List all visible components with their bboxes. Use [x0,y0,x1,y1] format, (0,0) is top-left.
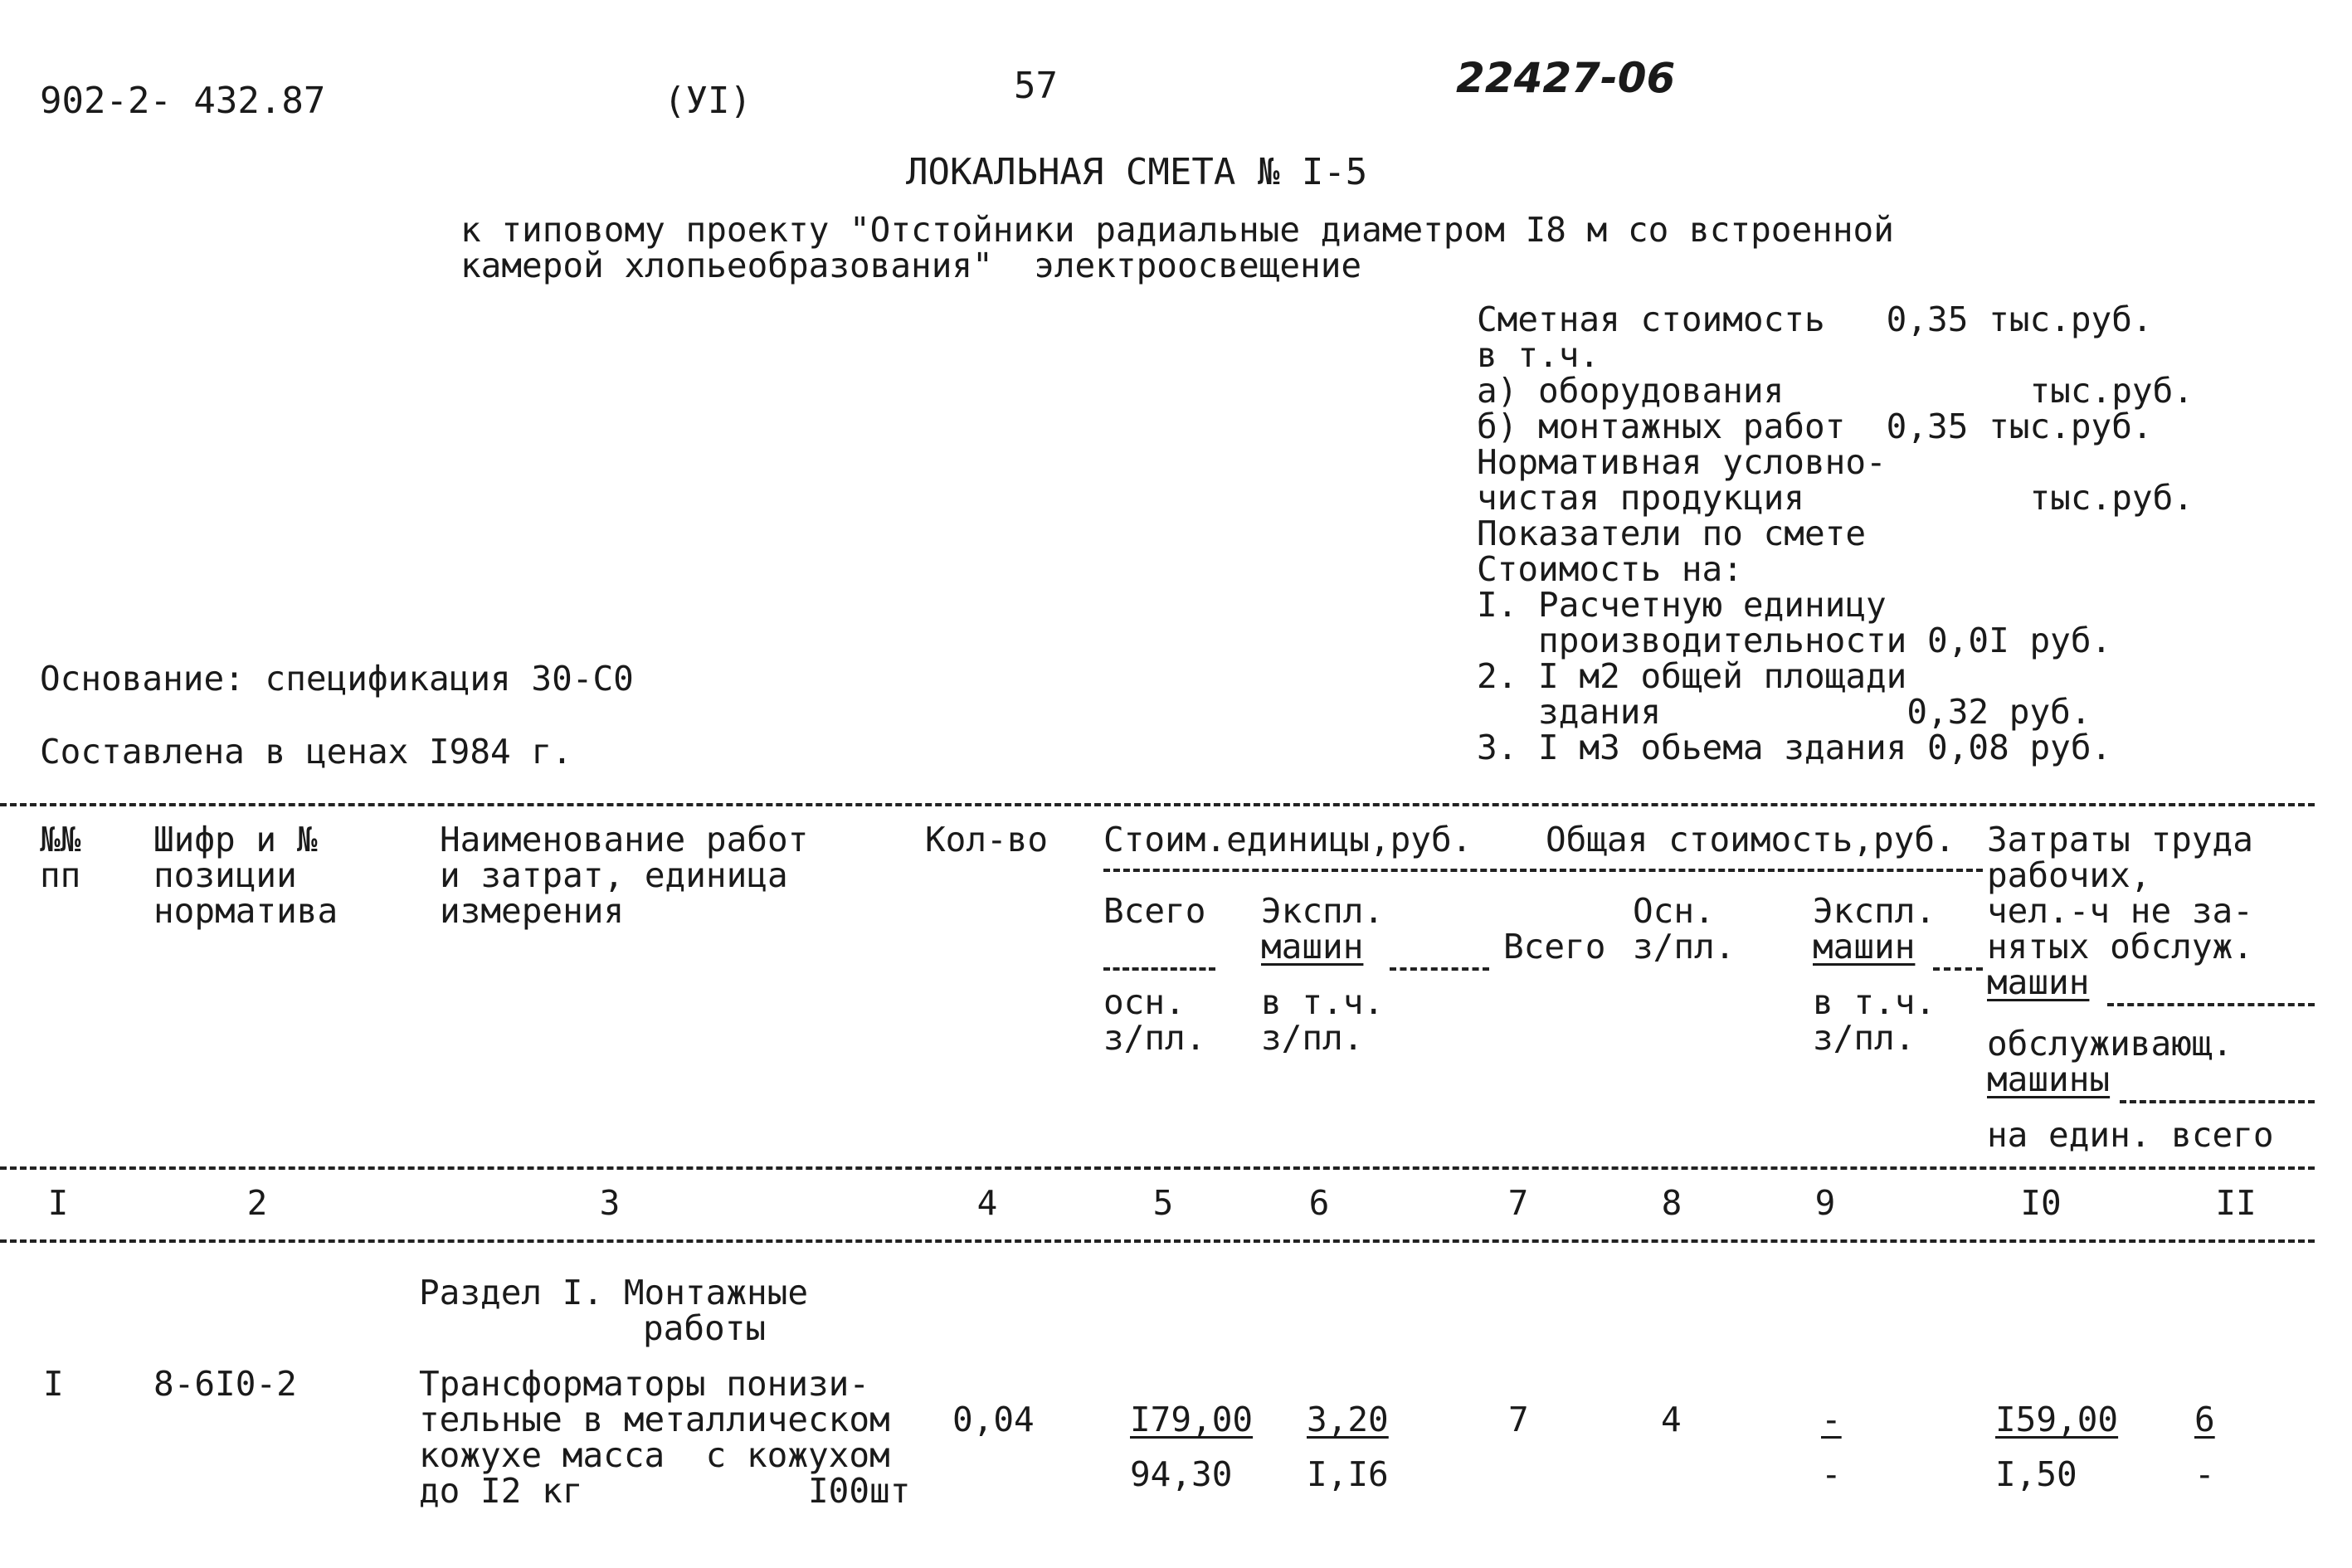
header-col6-mashin: машин [1261,927,1364,967]
header-code-1: Шифр и № [153,820,318,859]
row-code: 8-6I0-2 [153,1364,297,1404]
column-number-rule [0,1239,2315,1243]
header-divider [1933,967,1983,971]
section-title-2: работы [643,1308,767,1348]
column-number: 3 [599,1183,621,1223]
header-qty: Кол-во [925,820,1049,859]
header-total-cost: Общая стоимость,руб. [1546,820,1955,859]
column-number: I [47,1183,69,1223]
header-col5-osn: осн. [1103,982,1186,1022]
row-name-1: Трансформаторы понизи- [419,1364,870,1404]
header-divider [1103,869,1983,872]
prices-line: Составлена в ценах I984 г. [40,732,572,772]
summary-line: б) монтажных работ 0,35 тыс.руб. [1477,407,2153,446]
column-number: 8 [1661,1183,1682,1223]
table-top-rule [0,803,2315,806]
header-labor-service-1: обслуживающ. [1987,1024,2233,1064]
header-divider [2120,1100,2315,1103]
page-number: 57 [1014,65,1058,107]
basis-line: Основание: спецификация 30-С0 [40,659,634,699]
subtitle-line-1: к типовому проекту "Отстойники радиальные диаметром I8 м со встроенной [460,210,1894,250]
column-number: 7 [1507,1183,1529,1223]
row-unit-machines: 3,20 [1307,1400,1389,1439]
header-labor-2: рабочих, [1987,855,2151,895]
header-col5-zpl: з/пл. [1103,1018,1206,1058]
header-labor-1: Затраты труда [1987,820,2253,859]
column-number: 9 [1814,1183,1836,1223]
header-divider [2107,1003,2315,1006]
summary-line: в т.ч. [1477,335,1600,375]
header-col5-total: Всего [1103,891,1206,931]
section-title-1: Раздел I. Монтажные [419,1273,808,1312]
header-num-2: пп [40,855,81,895]
summary-line: Сметная стоимость 0,35 тыс.руб. [1477,299,2153,339]
column-number: II [2215,1183,2257,1223]
header-col9-ekspl: Экспл. [1813,891,1936,931]
header-labor-unit: на един. всего [1987,1115,2274,1155]
reference-number: 22427-06 [1456,54,1676,102]
row-labor-service-unit: I,50 [1995,1454,2077,1494]
row-unit-machine-wage: I,I6 [1307,1454,1389,1494]
header-name-1: Наименование работ [440,820,809,859]
row-total-base-wage: 4 [1661,1400,1682,1439]
column-number: 6 [1308,1183,1330,1223]
summary-line: 3. I м3 обьема здания 0,08 руб. [1477,728,2112,767]
subtitle-line-2: камерой хлопьеобразования" электроосвещение [460,246,1362,285]
row-total-machine-wage: - [1821,1454,1842,1494]
row-number: I [43,1364,64,1404]
row-unit-base-wage: 94,30 [1130,1454,1233,1494]
header-bottom-rule [0,1166,2315,1170]
column-number: I0 [2020,1183,2062,1223]
header-name-3: измерения [440,891,625,931]
row-total: 7 [1508,1400,1529,1439]
summary-line: чистая продукция тыс.руб. [1477,478,2194,518]
column-number: 5 [1152,1183,1174,1223]
row-labor-service-total: - [2194,1454,2215,1494]
row-labor-total: 6 [2194,1400,2215,1439]
summary-line: I. Расчетную единицу [1477,585,1887,625]
header-col6-ekspl: Экспл. [1261,891,1385,931]
header-col6-vtch: в т.ч. [1261,982,1385,1022]
header-col8-zpl: з/пл. [1633,927,1736,967]
header-num-1: №№ [40,820,81,859]
summary-line: 2. I м2 общей площади [1477,656,1907,696]
header-col6-zpl: з/пл. [1261,1018,1364,1058]
row-name-4: до I2 кг I00шт [419,1471,911,1511]
summary-line: а) оборудования тыс.руб. [1477,371,2194,411]
column-number: 2 [246,1183,268,1223]
row-unit-total: I79,00 [1130,1400,1254,1439]
row-labor-unit: I59,00 [1995,1400,2119,1439]
header-name-2: и затрат, единица [440,855,788,895]
summary-line: Показатели по смете [1477,514,1866,553]
header-divider [1390,967,1489,971]
column-number: 4 [976,1183,998,1223]
header-col9-zpl: з/пл. [1813,1018,1916,1058]
header-labor-machines: машин [1987,962,2090,1002]
volume-label: (УI) [664,80,752,122]
row-name-3: кожухе масса с кожухом [419,1435,890,1475]
header-divider [1103,967,1215,971]
doc-code: 902-2- 432.87 [40,80,326,122]
document-title: ЛОКАЛЬНАЯ СМЕТА № I-5 [906,151,1368,193]
header-code-3: норматива [153,891,338,931]
summary-line: Стоимость на: [1477,549,1743,589]
header-unit-cost: Стоим.единицы,руб. [1103,820,1473,859]
header-labor-3: чел.-ч не за- [1987,891,2253,931]
header-code-2: позиции [153,855,297,895]
summary-line: производительности 0,0I руб. [1477,621,2112,660]
header-col7-total: Всего [1503,927,1606,967]
header-col9-vtch: в т.ч. [1813,982,1936,1022]
header-labor-4: нятых обслуж. [1987,927,2253,967]
header-col9-mashin: машин [1813,927,1916,967]
header-col8-osn: Осн. [1633,891,1715,931]
row-name-2: тельные в металлическом [419,1400,890,1439]
summary-line: Нормативная условно- [1477,442,1887,482]
summary-line: здания 0,32 руб. [1477,692,2091,732]
header-labor-service-2: машины [1987,1059,2111,1099]
row-total-machines: - [1821,1400,1842,1439]
row-quantity: 0,04 [952,1400,1035,1439]
